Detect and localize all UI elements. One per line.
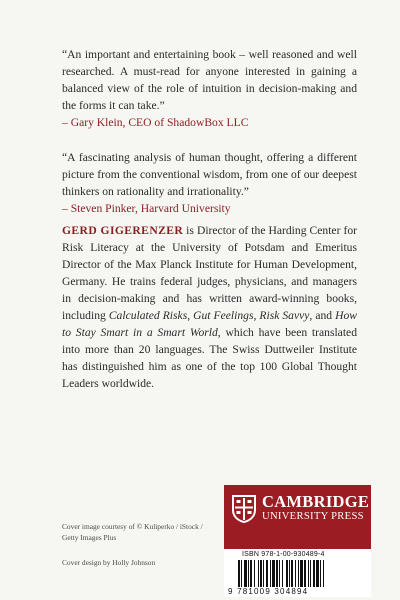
book-title-2: Gut Feelings <box>193 309 254 322</box>
publisher-subtitle: UNIVERSITY PRESS <box>262 511 364 522</box>
cover-image-credit: Cover image courtesy of © Kuliperko / iStock / Getty Images Plus <box>62 522 203 542</box>
cambridge-crest-icon <box>231 494 257 524</box>
bio-text-2: , which have been translated into more than 20 languages. The Swiss Duttweiler Institute has distinguished him as one of the top 100 Global Thought Leaders worldwide. <box>62 326 357 390</box>
publisher-name: CAMBRIDGE <box>262 492 370 511</box>
separator: , <box>253 309 260 322</box>
barcode-panel <box>224 549 371 597</box>
author-name: GERD GIGERENZER <box>62 224 184 237</box>
quote-2-attribution: – Steven Pinker, Harvard University <box>62 202 231 215</box>
separator: , and <box>309 309 336 322</box>
separator: , <box>187 309 194 322</box>
barcode-digits: 9 781009 304894 <box>228 587 309 596</box>
cover-design-credit: Cover design by Holly Johnson <box>62 558 156 567</box>
book-title-3: Risk Savvy <box>259 309 310 322</box>
quote-2 <box>62 149 357 217</box>
book-title-1: Calculated Risks <box>108 309 188 322</box>
book-title-4: How to Stay Smart in a Smart World <box>62 309 357 339</box>
bio-text-1: is Director of the Harding Center for Risk Literacy at the University of Potsdam and Emeritus Director of the Max Planck Institute for Human Development, Germany. He trains federal judges, physicians, and managers in decision-making and has written award-winning books, including <box>62 224 357 322</box>
barcode-icon <box>238 560 360 587</box>
quote-1-attribution: – Gary Klein, CEO of ShadowBox LLC <box>62 116 249 129</box>
publisher-block <box>224 485 371 549</box>
author-bio <box>62 222 357 392</box>
quote-1-text: “An important and entertaining book – well reasoned and well researched. A must-read for anyone interested in gaining a balanced view of the role of intuition in decision-making and the forms it can take.” <box>62 48 357 112</box>
isbn-label: ISBN 978-1-00-930489-4 <box>242 551 325 558</box>
quote-1 <box>62 46 357 131</box>
quote-2-text: “A fascinating analysis of human thought, offering a different picture from the conventional wisdom, from one of our deepest thinkers on rationality and irrationality.” <box>62 151 357 198</box>
